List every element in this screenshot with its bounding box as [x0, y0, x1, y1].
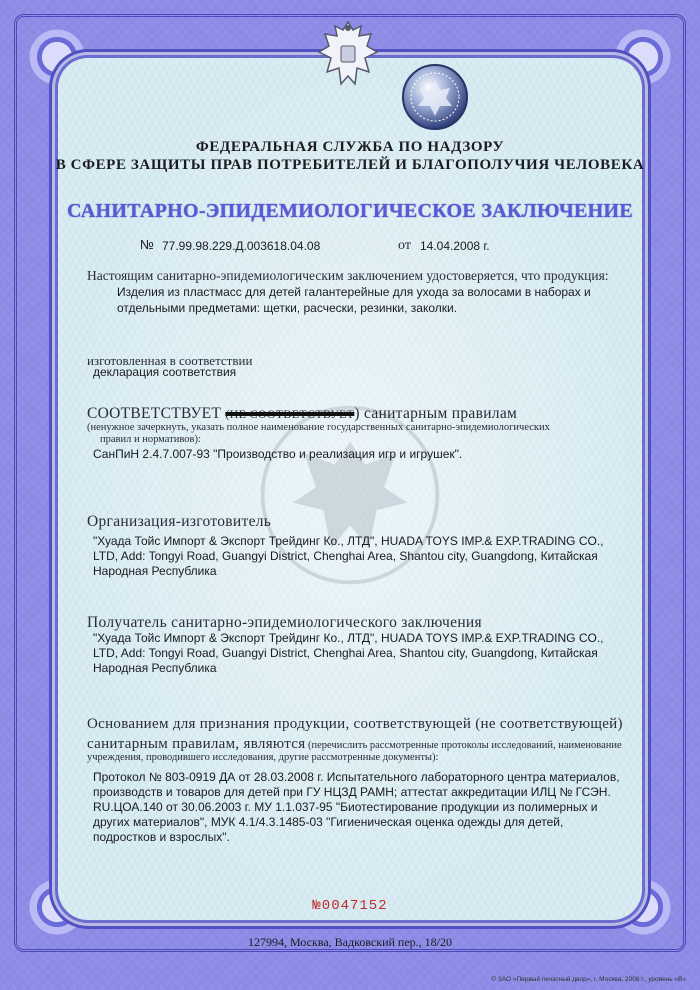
manufactured-label: изготовленная в соответствии [87, 353, 253, 368]
recipient-line: "Хуада Тойс Импорт & Экспорт Трейдинг Ко., ЛТД", HUADA TOYS IMP.& EXP.TRADING CO., [93, 631, 604, 645]
basis-line1: Основанием для признания продукции, соответствующей (не соответствующей) [87, 716, 623, 732]
basis-document-line: производств и товаров для детей при ГУ НЦЗД РАМН; аттестат аккредитации ИЛЦ № ГСЭН. [93, 785, 611, 799]
manufactured-value: декларация соответствия [93, 365, 237, 379]
agency-name-line2: В СФЕРЕ ЗАЩИТЫ ПРАВ ПОТРЕБИТЕЛЕЙ И БЛАГОПОЛУЧИЯ ЧЕЛОВЕКА [55, 157, 645, 173]
product-intro: Настоящим санитарно-эпидемиологическим заключением удостоверяется, что продукция: [87, 268, 609, 283]
manufacturer-label: Организация-изготовитель [87, 513, 272, 530]
compliance-note: (ненужное зачеркнуть, указать полное наименование государственных санитарно-эпидемиологических [87, 422, 550, 433]
basis-document-line: других материалов", МУК 4.1/4.3.1485-03 "Гигиеническая оценка одежды для детей, [93, 815, 564, 829]
agency-name-line1: ФЕДЕРАЛЬНАЯ СЛУЖБА ПО НАДЗОРУ [195, 139, 505, 155]
agency-address: 127994, Москва, Вадковский пер., 18/20 [248, 935, 452, 949]
certificate-date: 14.04.2008 г. [420, 239, 490, 253]
manufacturer-line: Народная Республика [93, 564, 217, 578]
compliance-struck: (НЕ СООТВЕТСТВУЕТ [225, 407, 355, 421]
product-line: Изделия из пластмасс для детей галантерейные для ухода за волосами в наборах и [117, 285, 591, 299]
basis-document-line: подростков и взрослых". [93, 830, 230, 844]
compliance-word: СООТВЕТСТВУЕТ [87, 405, 222, 422]
compliance-note: правил и нормативов): [100, 434, 201, 445]
basis-note: учреждения, проводившего исследования, другие рассмотренные документы): [87, 752, 439, 763]
printer-imprint: © ЗАО «Первый печатный двор», г. Москва, 2008 г., уровень «В» [491, 976, 686, 983]
basis-note: (перечислить рассмотренные протоколы исследований, наименование [305, 740, 622, 751]
date-prefix: от [398, 238, 411, 253]
compliance-rules: СанПиН 2.4.7.007-93 "Производство и реализация игр и игрушек". [93, 447, 463, 461]
hologram-seal-icon [400, 62, 470, 132]
compliance-line [87, 405, 517, 423]
serial-number: №0047152 [312, 898, 388, 914]
basis-main: санитарным правилам, являются [87, 736, 306, 752]
compliance-rest: ) санитарным правилам [354, 405, 518, 422]
recipient-line: LTD, Add: Tongyi Road, Guangyi District, Chenghai Area, Shantou city, Guangdong, Китайская [93, 646, 598, 660]
coat-of-arms-icon [315, 18, 381, 96]
basis-document-line: RU.ЦОА.140 от 30.06.2003 г. МУ 1.1.037-95 "Биотестирование продукции из полимерных и [93, 800, 598, 814]
manufacturer-line: "Хуада Тойс Импорт & Экспорт Трейдинг Ко., ЛТД", HUADA TOYS IMP.& EXP.TRADING CO., [93, 534, 604, 548]
number-sign: № [140, 237, 154, 252]
recipient-label: Получатель санитарно-эпидемиологического заключения [87, 614, 482, 631]
product-line: отдельными предметами: щетки, расчески, резинки, заколки. [117, 301, 458, 315]
basis-document-line: Протокол № 803-0919 ДА от 28.03.2008 г. Испытательного лабораторного центра материалов, [93, 770, 620, 784]
basis-line2 [87, 735, 622, 753]
manufacturer-line: LTD, Add: Tongyi Road, Guangyi District, Chenghai Area, Shantou city, Guangdong, Китайская [93, 549, 598, 563]
recipient-line: Народная Республика [93, 661, 217, 675]
document-title: САНИТАРНО-ЭПИДЕМИОЛОГИЧЕСКОЕ ЗАКЛЮЧЕНИЕ [67, 200, 633, 222]
certificate-number: 77.99.98.229.Д.003618.04.08 [162, 239, 321, 253]
